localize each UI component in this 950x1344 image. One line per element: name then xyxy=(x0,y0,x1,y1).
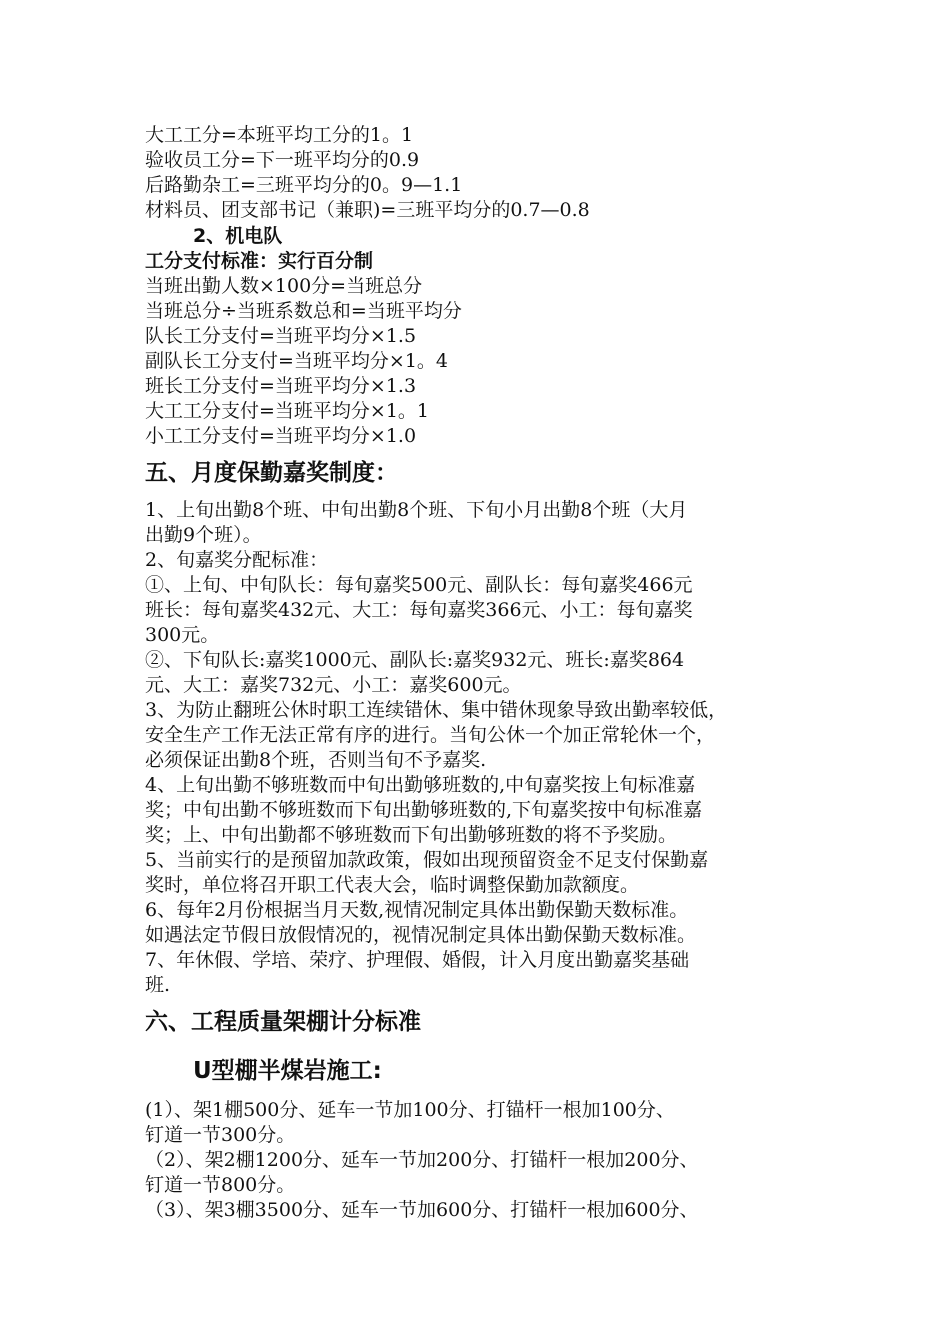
section-heading: 五、月度保勤嘉奖制度： xyxy=(145,460,398,486)
text-line: 奖时，单位将召开职工代表大会，临时调整保勤加款额度。 xyxy=(145,874,640,896)
text-line: 当班出勤人数×100分=当班总分 xyxy=(145,275,423,297)
text-line: 验收员工分=下一班平均分的0.9 xyxy=(145,149,420,171)
text-line: 6、每年2月份根据当月天数,视情况制定具体出勤保勤天数标准。 xyxy=(145,899,689,921)
text-line: 必须保证出勤8个班，否则当旬不予嘉奖. xyxy=(145,749,487,771)
text-line: 300元。 xyxy=(145,624,220,646)
text-line: 后路勤杂工=三班平均分的0。9—1.1 xyxy=(145,174,463,196)
text-line: （2）、架2棚1200分、延车一节加200分、打锚杆一根加200分、 xyxy=(145,1149,699,1171)
text-line: 5、当前实行的是预留加款政策，假如出现预留资金不足支付保勤嘉 xyxy=(145,849,709,871)
subsection-heading: 2、机电队 xyxy=(193,225,283,247)
text-line: 2、旬嘉奖分配标准： xyxy=(145,549,329,571)
text-line: 奖；上、中旬出勤都不够班数而下旬出勤够班数的将不予奖励。 xyxy=(145,824,678,846)
text-line: 队长工分支付=当班平均分×1.5 xyxy=(145,325,417,347)
text-line: 如遇法定节假日放假情况的，视情况制定具体出勤保勤天数标准。 xyxy=(145,924,697,946)
text-line: 班长：每旬嘉奖432元、大工：每旬嘉奖366元、小工：每旬嘉奖 xyxy=(145,599,693,621)
text-line: 1、上旬出勤8个班、中旬出勤8个班、下旬小月出勤8个班（大月 xyxy=(145,499,688,521)
text-line: 小工工分支付=当班平均分×1.0 xyxy=(145,425,417,447)
text-line: 4、上旬出勤不够班数而中旬出勤够班数的,中旬嘉奖按上旬标准嘉 xyxy=(145,774,696,796)
text-line: 大工工分支付=当班平均分×1。1 xyxy=(145,400,430,422)
text-line: ①、上旬、中旬队长：每旬嘉奖500元、副队长：每旬嘉奖466元 xyxy=(145,574,693,596)
subsection-heading: U型棚半煤岩施工: xyxy=(193,1058,382,1084)
text-line: 元、大工：嘉奖732元、小工：嘉奖600元。 xyxy=(145,674,522,696)
text-line: 材料员、团支部书记（兼职)=三班平均分的0.7—0.8 xyxy=(145,199,590,221)
text-line: 7、年休假、学培、荣疗、护理假、婚假，计入月度出勤嘉奖基础 xyxy=(145,949,690,971)
text-line: （3）、架3棚3500分、延车一节加600分、打锚杆一根加600分、 xyxy=(145,1199,699,1221)
text-line: 钉道一节800分。 xyxy=(145,1174,296,1196)
text-line: 钉道一节300分。 xyxy=(145,1124,296,1146)
text-line: (1）、架1棚500分、延车一节加100分、打锚杆一根加100分、 xyxy=(145,1099,675,1121)
section-heading: 六、工程质量架棚计分标准 xyxy=(145,1009,421,1035)
text-line: 安全生产工作无法正常有序的进行。当旬公休一个加正常轮休一个， xyxy=(145,724,716,746)
text-line: 出勤9个班）。 xyxy=(145,524,262,546)
text-line: 班长工分支付=当班平均分×1.3 xyxy=(145,375,417,397)
text-line: 副队长工分支付=当班平均分×1。4 xyxy=(145,350,449,372)
text-line: ②、下旬队长:嘉奖1000元、副队长:嘉奖932元、班长:嘉奖864 xyxy=(145,649,685,671)
text-line: 奖；中旬出勤不够班数而下旬出勤够班数的,下旬嘉奖按中旬标准嘉 xyxy=(145,799,703,821)
subsection-heading: 工分支付标准：实行百分制 xyxy=(145,250,374,272)
text-line: 当班总分÷当班系数总和=当班平均分 xyxy=(145,300,462,322)
text-line: 班. xyxy=(145,974,171,996)
text-line: 大工工分=本班平均工分的1。1 xyxy=(145,124,414,146)
text-line: 3、为防止翻班公休时职工连续错休、集中错休现象导致出勤率较低， xyxy=(145,699,728,721)
